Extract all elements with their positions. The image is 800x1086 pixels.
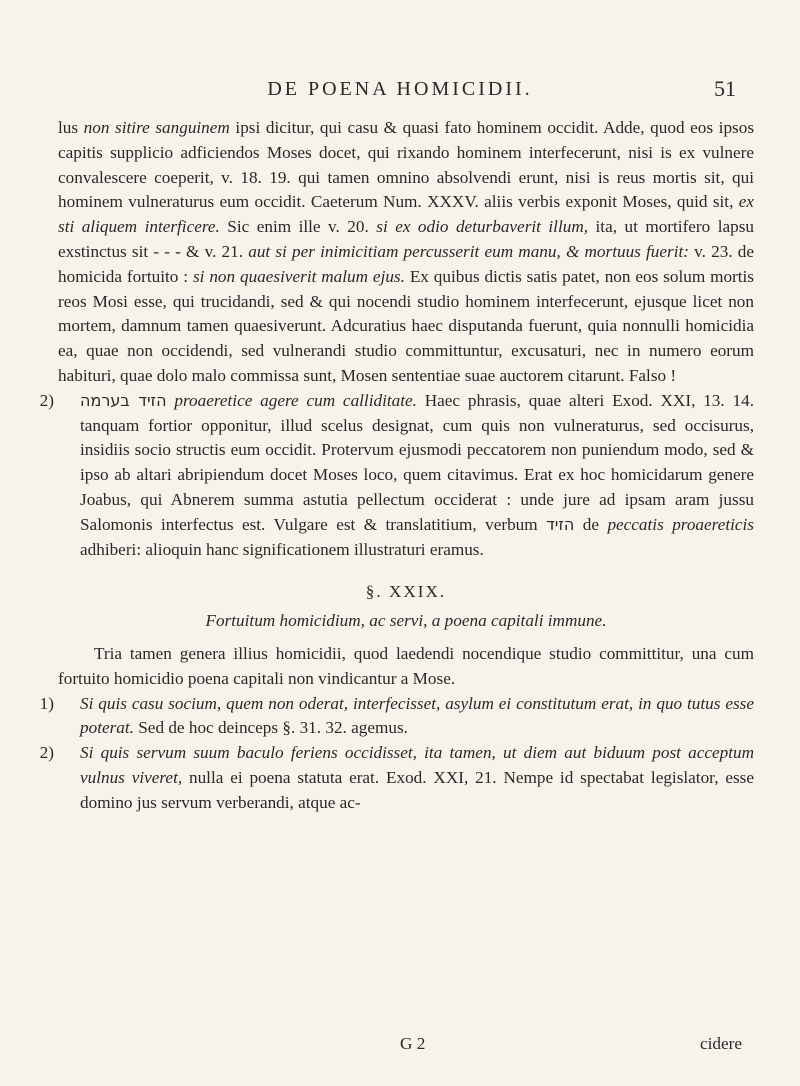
hebrew-word: הזיד	[546, 514, 575, 534]
italic-run: ex sti aliquem interficere.	[58, 192, 754, 237]
text-run: de	[574, 514, 608, 534]
item-number: 1)	[39, 693, 54, 713]
text-run: Ex quibus dictis satis patet, non eos solum mortis reos Mosi esse, qui trucidandi, sed & qui nocendi studio hominem interfecerunt, ejusque licet non mortem, damnum tamen quaesiverunt. Adcuratius haec disputanda fuerunt, quia nonnulli homicidia ea, quae non occidendi, sed vulnerandi studio committuntur, excusaturi, nec in numero eorum habituri, quae dolo malo commissa sunt, Mosen sententiae suae auctorem citarunt. Falso !	[58, 266, 754, 385]
paragraph-3: Tria tamen genera illius homicidii, quod laedendi nocendique studio committitur, una cum fortuito homicidio poena capitali non vindicantur a Mose.	[58, 643, 754, 688]
text-run: Haec phrasis, quae alteri Exod. XXI, 13. 14. tanquam fortior opponitur, illud scelus designat, cum quis non vulneraturus, sed occisurus, insidiis socio structis eum occidit. Protervum ejusmodi peccatorem non puniendum modo, sed & ipso ab altari abripiendum docet Moses loco, quem citavimus. Erat ex hoc homicidarum genere Joabus, qui Abnerem summa astutia pellectum occiderat : unde jure ad ipsam aram jussu Salomonis interfectus est. Vulgare est & translatitium, verbum	[80, 390, 754, 534]
section-heading: §. XXIX.	[365, 582, 447, 602]
signature-mark: G 2	[400, 1034, 426, 1053]
italic-run: aut si per inimicitiam percusserit eum manu, & mortuus fuerit:	[248, 241, 689, 261]
text-run: ipsi dicitur, qui casu & quasi fato hominem occidit. Adde, quod eos ipsos capitis supplicio adficiendos Moses docet, qui rixando hominem interfecerunt, nisi is ex vulnere convalescere coeperit, v. 18. 19. qui tamen omnino absolvendi erunt, nisi is reus mortis sit, qui hominem vulneraturus eum occidit. Caeterum Num. XXXV. aliis verbis exponit Moses, quid sit,	[58, 118, 755, 212]
italic-run: Si quis casu socium, quem non oderat, interfecisset, asylum ei constitutum erat, in quo tutus esse poterat.	[80, 693, 754, 738]
text-run: Sed de hoc deinceps §. 31. 32. agemus.	[133, 718, 408, 738]
hebrew-phrase: הזיד בערמה	[80, 390, 167, 410]
paragraph-1	[58, 116, 754, 389]
numbered-item-2	[39, 389, 754, 563]
italic-run: si non quaesiverit malum ejus.	[192, 266, 405, 286]
page-number: 51	[714, 76, 736, 101]
text-run: v. 23. de homicida fortuito :	[58, 241, 755, 286]
text-run: lus	[58, 118, 84, 137]
text-run: adhiberi: alioquin hanc significationem illustraturi eramus.	[80, 539, 484, 559]
page-footer	[0, 1034, 800, 1060]
numbered-item-b	[39, 741, 754, 815]
italic-run: non sitire sanguinem	[83, 118, 230, 137]
body-text	[39, 116, 755, 816]
item-number: 2)	[39, 743, 54, 763]
text-run: nulla ei poena statuta erat. Exod. XXI, 21. Nempe id spectabat legislator, esse domino jus servum verberandi, atque ac-	[80, 767, 754, 812]
italic-run: Si quis servum suum baculo feriens occidisset, ita tamen, ut diem aut biduum post acceptum vulnus viveret,	[80, 743, 754, 787]
text-run: ita, ut mortifero lapsu exstinctus sit - - - & v. 21.	[58, 217, 754, 261]
running-head: DE POENA HOMICIDII.	[267, 78, 533, 100]
italic-run: si ex odio deturbaverit illum,	[376, 217, 589, 237]
item-number: 2)	[39, 390, 54, 410]
page-header	[0, 74, 800, 104]
section-subtitle: Fortuitum homicidium, ac servi, a poena capitali immune.	[205, 611, 607, 631]
italic-run: peccatis proaereticis	[607, 514, 754, 534]
italic-run: proaeretice agere cum calliditate.	[174, 390, 417, 410]
text-run: Sic enim ille v. 20.	[219, 217, 377, 237]
numbered-item-a	[39, 692, 754, 742]
catchword: cidere	[700, 1034, 742, 1053]
